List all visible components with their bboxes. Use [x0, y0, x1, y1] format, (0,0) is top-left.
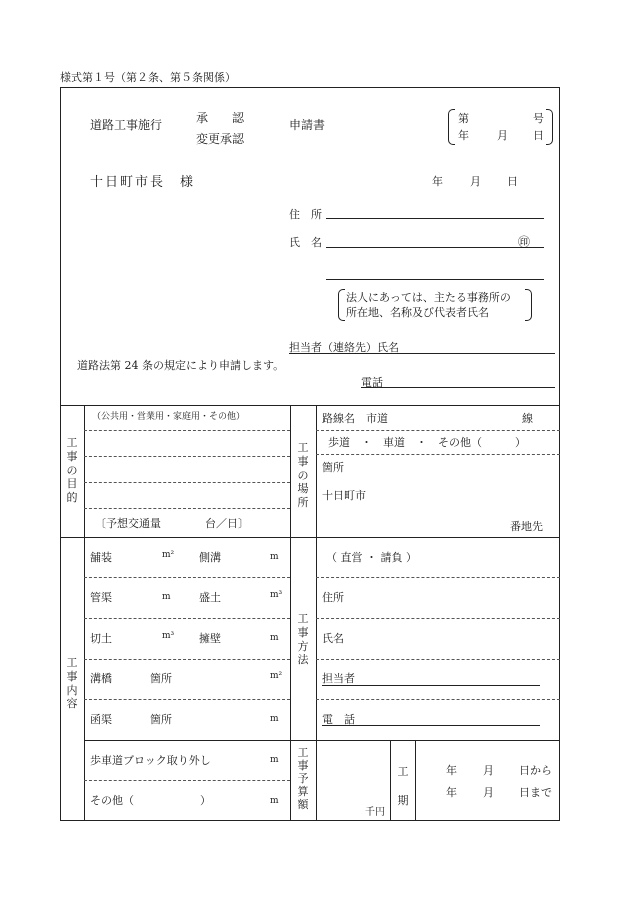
title-prefix: 道路工事施行 [90, 118, 163, 132]
number-bracket-left [448, 109, 455, 145]
date-day: 日 [507, 175, 518, 188]
method-address-label: 住所 [322, 591, 344, 604]
place-label: 箇所 [322, 461, 344, 474]
mid-column-line [290, 405, 291, 821]
phone-label: 電話 [361, 376, 383, 389]
applicant-name-label: 氏 名 [289, 236, 322, 249]
title-option-change-approval: 変更承認 [196, 132, 245, 146]
title-option-approval: 承 認 [196, 111, 245, 125]
period-from-day: 日から [519, 764, 552, 777]
route-label: 路線名 市道 [322, 412, 388, 425]
purpose-header: 工事の目的 [66, 436, 78, 504]
content-unit: m³ [270, 590, 283, 600]
traffic-estimate: 〔予想交通量 台／日〕 [95, 517, 249, 530]
content-unit: m [270, 552, 279, 562]
contact-line[interactable] [289, 353, 555, 354]
corp-note-bracket-right [525, 289, 532, 321]
block-removal-unit: m [270, 755, 279, 765]
number-dai: 第 [458, 112, 469, 125]
corp-note-line2: 所在地、名称及び代表者氏名 [346, 306, 489, 319]
period-to-year: 年 [446, 786, 457, 799]
statement: 道路法第 24 条の規定により申請します。 [77, 359, 285, 372]
content-unit: m² [270, 671, 283, 681]
content-unit: m³ [162, 631, 175, 641]
budget-unit: 千円 [365, 807, 385, 818]
content-item: 擁壁 [199, 632, 221, 645]
period-header: 工期 [397, 765, 409, 807]
date-month: 月 [470, 175, 481, 188]
content-unit: m [270, 633, 279, 643]
location-header: 工事の場所 [297, 441, 309, 509]
method-phone-label: 電 話 [322, 713, 355, 726]
phone-line[interactable] [361, 387, 555, 388]
content-item: 側溝 [199, 551, 221, 564]
city-name: 十日町市 [322, 489, 366, 502]
block-removal-label: 歩車道ブロック取り外し [90, 754, 211, 767]
period-from-month: 月 [483, 764, 494, 777]
number-year: 年 [458, 129, 469, 142]
content-unit: m [162, 592, 171, 602]
left-header-column-line [84, 405, 85, 821]
method-name-label: 氏名 [322, 632, 344, 645]
method-type: （ 直営 ・ 請負 ） [326, 551, 417, 564]
period-to-day: 日まで [519, 786, 552, 799]
method-person-label: 担当者 [322, 672, 355, 685]
route-suffix: 線 [522, 412, 533, 425]
mid-header-column-line [316, 405, 317, 821]
content-item: 溝橋 [90, 672, 112, 685]
content-header: 工事内容 [66, 656, 78, 711]
seal-mark: ㊞ [518, 235, 531, 249]
purpose-categories: （公共用・営業用・家庭用・その他） [92, 412, 246, 422]
content-item: 盛土 [199, 591, 221, 604]
date-year: 年 [432, 175, 443, 188]
corp-note-line1: 法人にあっては、主たる事務所の [346, 291, 511, 304]
content-unit: m² [162, 550, 175, 560]
period-from-year: 年 [446, 764, 457, 777]
content-unit: 箇所 [150, 672, 172, 685]
content-unit: m [270, 714, 279, 724]
content-item: 函渠 [90, 713, 112, 726]
budget-header: 工事予算額 [297, 746, 309, 811]
content-item: 管渠 [90, 591, 112, 604]
content-item: 切土 [90, 632, 112, 645]
other-content-unit: m [270, 796, 279, 806]
number-bracket-right [546, 109, 553, 145]
form-number: 様式第１号（第２条、第５条関係） [60, 71, 236, 84]
applicant-address-line[interactable] [326, 218, 544, 219]
number-month: 月 [497, 129, 508, 142]
method-phone-line[interactable] [322, 725, 540, 726]
number-day: 日 [533, 129, 544, 142]
addressee: 十日町市長 様 [90, 175, 196, 190]
method-person-line[interactable] [322, 685, 540, 686]
contact-label: 担当者（連絡先）氏名 [289, 341, 399, 354]
banchi-label: 番地先 [510, 520, 543, 533]
title-suffix: 申請書 [289, 118, 326, 132]
applicant-address-label: 住 所 [289, 208, 322, 221]
applicant-name-line[interactable] [326, 247, 544, 248]
content-item: 舗装 [90, 551, 112, 564]
content-unit: 箇所 [150, 713, 172, 726]
road-types: 歩道 ・ 車道 ・ その他（ ） [328, 436, 526, 449]
other-content-label: その他（ ） [90, 794, 211, 807]
period-to-month: 月 [483, 786, 494, 799]
corp-note-bracket-left [338, 289, 345, 321]
divider-section2 [60, 537, 560, 538]
applicant-extra-line[interactable] [326, 279, 544, 280]
number-go: 号 [533, 112, 544, 125]
divider-section1 [60, 405, 560, 406]
method-header: 工事方法 [297, 612, 309, 667]
